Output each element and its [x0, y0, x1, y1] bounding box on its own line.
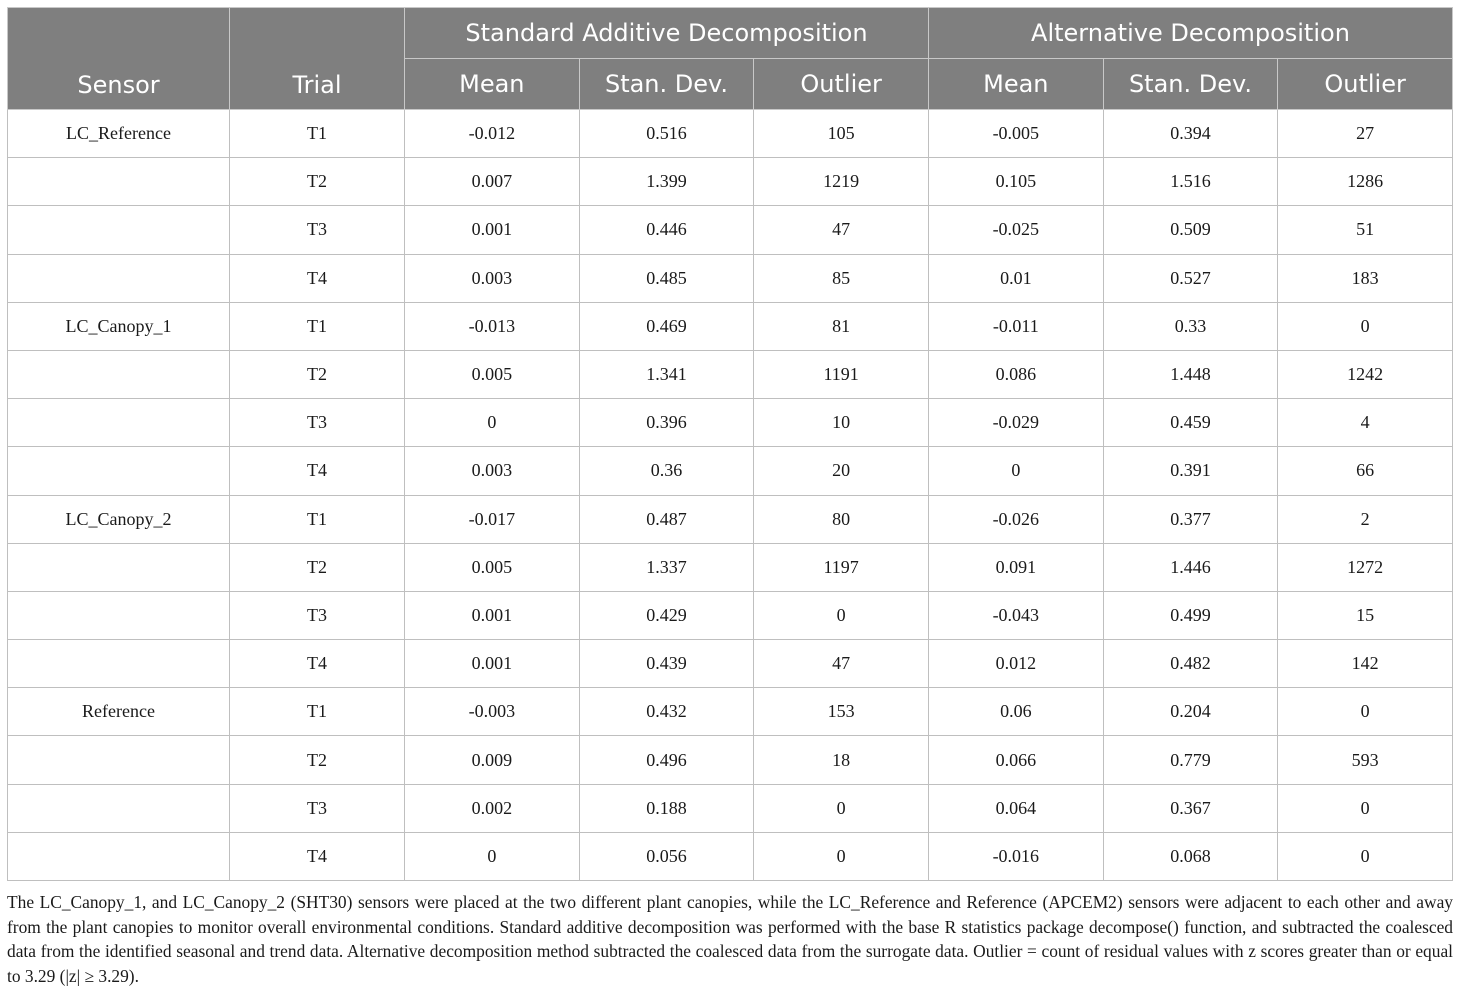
trial-cell: T3: [230, 591, 405, 639]
table-row: [8, 206, 1453, 254]
alternative-outlier-cell: 2: [1278, 495, 1453, 543]
sensor-cell: [8, 399, 230, 447]
table-row: [8, 543, 1453, 591]
standard-std-cell: 0.439: [579, 640, 754, 688]
alternative-outlier-cell: 1242: [1278, 350, 1453, 398]
alternative-outlier-cell: 0: [1278, 688, 1453, 736]
standard-std-cell: 0.36: [579, 447, 754, 495]
trial-cell: T3: [230, 784, 405, 832]
alternative-std-cell: 0.204: [1103, 688, 1278, 736]
standard-outlier-cell: 81: [754, 302, 929, 350]
alternative-outlier-cell: 0: [1278, 302, 1453, 350]
table-row: [8, 640, 1453, 688]
trial-cell: T3: [230, 206, 405, 254]
standard-mean-cell: 0.001: [405, 640, 580, 688]
alternative-mean-cell: 0.091: [928, 543, 1103, 591]
table-row: [8, 688, 1453, 736]
standard-outlier-cell: 18: [754, 736, 929, 784]
sensor-cell: [8, 832, 230, 880]
standard-mean-cell: -0.012: [405, 110, 580, 158]
trial-cell: T2: [230, 350, 405, 398]
standard-outlier-cell: 85: [754, 254, 929, 302]
sensor-cell: LC_Canopy_1: [8, 302, 230, 350]
sensor-cell: [8, 784, 230, 832]
table-row: [8, 254, 1453, 302]
table-body: [8, 110, 1453, 881]
alternative-mean-cell: 0.105: [928, 158, 1103, 206]
alternative-std-cell: 1.448: [1103, 350, 1278, 398]
alternative-std-cell: 1.446: [1103, 543, 1278, 591]
standard-mean-cell: 0: [405, 832, 580, 880]
standard-std-cell: 0.429: [579, 591, 754, 639]
standard-outlier-cell: 153: [754, 688, 929, 736]
alternative-std-cell: 0.367: [1103, 784, 1278, 832]
standard-outlier-cell: 1197: [754, 543, 929, 591]
sensor-cell: LC_Reference: [8, 110, 230, 158]
alternative-outlier-cell: 183: [1278, 254, 1453, 302]
standard-std-cell: 0.496: [579, 736, 754, 784]
standard-mean-cell: 0.009: [405, 736, 580, 784]
table-row: [8, 158, 1453, 206]
trial-cell: T1: [230, 495, 405, 543]
standard-outlier-cell: 105: [754, 110, 929, 158]
table-caption: The LC_Canopy_1, and LC_Canopy_2 (SHT30) sensors were placed at the two different plant canopies, while the LC_Reference and Reference (APCEM2) sensors were adjacent to each other and away from the plant canopies to monitor overall environmental conditions. Standard additive decomposition was performed with the base R statistics package decompose() function, and subtracted the coalesced data from the identified seasonal and trend data. Alternative decomposition method subtracted the coalesced data from the surrogate data. Outlier = count of residual values with z scores greater than or equal to 3.29 (|z| ≥ 3.29).: [7, 892, 1453, 986]
table-row: [8, 784, 1453, 832]
standard-outlier-cell: 80: [754, 495, 929, 543]
alternative-mean-cell: 0: [928, 447, 1103, 495]
standard-std-cell: 0.516: [579, 110, 754, 158]
alternative-mean-cell: 0.066: [928, 736, 1103, 784]
alternative-mean-cell: 0.01: [928, 254, 1103, 302]
standard-std-cell: 0.446: [579, 206, 754, 254]
standard-std-cell: 0.056: [579, 832, 754, 880]
table-row: [8, 399, 1453, 447]
alternative-outlier-cell: 593: [1278, 736, 1453, 784]
table-row: [8, 736, 1453, 784]
standard-std-cell: 0.485: [579, 254, 754, 302]
sensor-cell: [8, 591, 230, 639]
standard-mean-cell: -0.013: [405, 302, 580, 350]
header-standard-outlier: Outlier: [754, 59, 929, 110]
trial-cell: T2: [230, 736, 405, 784]
alternative-std-cell: 1.516: [1103, 158, 1278, 206]
standard-std-cell: 1.341: [579, 350, 754, 398]
standard-outlier-cell: 20: [754, 447, 929, 495]
header-alternative-mean: Mean: [928, 59, 1103, 110]
trial-cell: T4: [230, 640, 405, 688]
trial-cell: T4: [230, 447, 405, 495]
alternative-std-cell: 0.391: [1103, 447, 1278, 495]
alternative-outlier-cell: 27: [1278, 110, 1453, 158]
alternative-outlier-cell: 142: [1278, 640, 1453, 688]
header-trial: Trial: [230, 8, 405, 110]
standard-mean-cell: 0.005: [405, 543, 580, 591]
table-row: [8, 350, 1453, 398]
trial-cell: T4: [230, 254, 405, 302]
standard-outlier-cell: 1219: [754, 158, 929, 206]
sensor-cell: [8, 543, 230, 591]
trial-cell: T1: [230, 302, 405, 350]
table-row: [8, 495, 1453, 543]
alternative-mean-cell: -0.005: [928, 110, 1103, 158]
standard-mean-cell: 0.002: [405, 784, 580, 832]
alternative-std-cell: 0.33: [1103, 302, 1278, 350]
standard-mean-cell: 0: [405, 399, 580, 447]
alternative-std-cell: 0.394: [1103, 110, 1278, 158]
table-row: [8, 447, 1453, 495]
header-standard-std: Stan. Dev.: [579, 59, 754, 110]
standard-mean-cell: -0.017: [405, 495, 580, 543]
standard-mean-cell: 0.001: [405, 591, 580, 639]
alternative-std-cell: 0.779: [1103, 736, 1278, 784]
standard-std-cell: 0.188: [579, 784, 754, 832]
header-sensor: Sensor: [8, 8, 230, 110]
header-group-standard: Standard Additive Decomposition: [405, 8, 929, 59]
standard-outlier-cell: 47: [754, 206, 929, 254]
header-alternative-std: Stan. Dev.: [1103, 59, 1278, 110]
alternative-std-cell: 0.377: [1103, 495, 1278, 543]
trial-cell: T1: [230, 688, 405, 736]
alternative-std-cell: 0.482: [1103, 640, 1278, 688]
alternative-outlier-cell: 51: [1278, 206, 1453, 254]
sensor-cell: LC_Canopy_2: [8, 495, 230, 543]
standard-outlier-cell: 0: [754, 784, 929, 832]
standard-std-cell: 0.432: [579, 688, 754, 736]
sensor-cell: [8, 254, 230, 302]
alternative-std-cell: 0.068: [1103, 832, 1278, 880]
standard-mean-cell: 0.001: [405, 206, 580, 254]
alternative-mean-cell: 0.012: [928, 640, 1103, 688]
sensor-cell: [8, 350, 230, 398]
alternative-mean-cell: -0.016: [928, 832, 1103, 880]
alternative-mean-cell: 0.086: [928, 350, 1103, 398]
alternative-std-cell: 0.527: [1103, 254, 1278, 302]
trial-cell: T2: [230, 158, 405, 206]
standard-std-cell: 0.396: [579, 399, 754, 447]
trial-cell: T4: [230, 832, 405, 880]
standard-mean-cell: -0.003: [405, 688, 580, 736]
sensor-cell: [8, 640, 230, 688]
results-table-container: [7, 7, 1452, 881]
alternative-outlier-cell: 1272: [1278, 543, 1453, 591]
alternative-mean-cell: 0.06: [928, 688, 1103, 736]
alternative-mean-cell: -0.029: [928, 399, 1103, 447]
sensor-cell: Reference: [8, 688, 230, 736]
standard-std-cell: 0.487: [579, 495, 754, 543]
standard-mean-cell: 0.003: [405, 254, 580, 302]
standard-outlier-cell: 10: [754, 399, 929, 447]
table-row: [8, 591, 1453, 639]
sensor-cell: [8, 158, 230, 206]
alternative-mean-cell: -0.025: [928, 206, 1103, 254]
table-row: [8, 110, 1453, 158]
standard-std-cell: 0.469: [579, 302, 754, 350]
alternative-outlier-cell: 15: [1278, 591, 1453, 639]
alternative-outlier-cell: 0: [1278, 784, 1453, 832]
header-alternative-outlier: Outlier: [1278, 59, 1453, 110]
table-row: [8, 302, 1453, 350]
alternative-std-cell: 0.499: [1103, 591, 1278, 639]
standard-std-cell: 1.399: [579, 158, 754, 206]
standard-mean-cell: 0.005: [405, 350, 580, 398]
header-group-alternative: Alternative Decomposition: [928, 8, 1452, 59]
alternative-outlier-cell: 1286: [1278, 158, 1453, 206]
decomposition-results-table: [7, 7, 1453, 881]
standard-outlier-cell: 1191: [754, 350, 929, 398]
sensor-cell: [8, 447, 230, 495]
alternative-std-cell: 0.459: [1103, 399, 1278, 447]
trial-cell: T3: [230, 399, 405, 447]
alternative-mean-cell: -0.043: [928, 591, 1103, 639]
standard-std-cell: 1.337: [579, 543, 754, 591]
header-standard-mean: Mean: [405, 59, 580, 110]
standard-outlier-cell: 0: [754, 832, 929, 880]
trial-cell: T2: [230, 543, 405, 591]
trial-cell: T1: [230, 110, 405, 158]
alternative-outlier-cell: 4: [1278, 399, 1453, 447]
standard-mean-cell: 0.007: [405, 158, 580, 206]
sensor-cell: [8, 736, 230, 784]
alternative-outlier-cell: 66: [1278, 447, 1453, 495]
table-row: [8, 832, 1453, 880]
standard-outlier-cell: 47: [754, 640, 929, 688]
alternative-mean-cell: -0.011: [928, 302, 1103, 350]
alternative-mean-cell: -0.026: [928, 495, 1103, 543]
alternative-outlier-cell: 0: [1278, 832, 1453, 880]
standard-mean-cell: 0.003: [405, 447, 580, 495]
sensor-cell: [8, 206, 230, 254]
alternative-std-cell: 0.509: [1103, 206, 1278, 254]
standard-outlier-cell: 0: [754, 591, 929, 639]
alternative-mean-cell: 0.064: [928, 784, 1103, 832]
